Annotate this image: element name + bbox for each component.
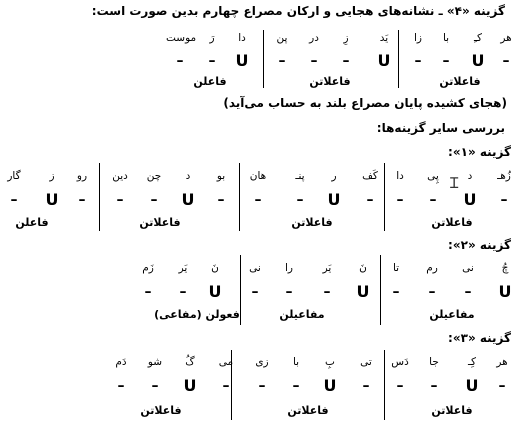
review-heading: بررسی سایر گزینه‌ها: [376, 121, 505, 135]
syllable: هر [500, 32, 512, 44]
syllable: رم [426, 262, 438, 274]
short-syllable-mark: U [181, 190, 195, 209]
foot-separator [240, 255, 241, 325]
long-syllable-mark: – [429, 192, 437, 208]
long-syllable-mark: – [310, 53, 318, 69]
foot-separator [231, 350, 232, 420]
short-syllable-mark: U [208, 282, 222, 301]
long-syllable-mark: – [254, 192, 262, 208]
long-syllable-mark: – [366, 192, 374, 208]
foot-separator [239, 163, 240, 231]
syllable: دَس [391, 356, 409, 368]
syllable: زا [414, 32, 422, 44]
long-syllable-mark: – [392, 284, 400, 300]
long-syllable-mark: – [278, 53, 286, 69]
syllable: موست [166, 32, 197, 44]
meter-foot-label: فاعلاتن [431, 404, 473, 417]
syllable: شو [147, 356, 163, 368]
foot-separator [99, 163, 100, 231]
short-syllable-mark: U [377, 51, 391, 70]
long-syllable-mark: – [78, 192, 86, 208]
syllable: یَر [322, 262, 332, 274]
syllable: کَف [362, 170, 378, 182]
syllable: نی [249, 262, 261, 274]
syllable: گار [7, 170, 21, 182]
short-syllable-mark: U [327, 190, 341, 209]
long-syllable-mark: – [179, 284, 187, 300]
syllable: جا [429, 356, 439, 368]
long-syllable-mark: – [117, 378, 125, 394]
syllable: ر [331, 170, 337, 182]
syllable: پنـ [295, 170, 305, 182]
short-syllable-mark: U [323, 376, 337, 395]
long-syllable-mark: – [10, 192, 18, 208]
long-syllable-mark: – [414, 53, 422, 69]
long-syllable-mark: – [500, 192, 508, 208]
long-syllable-mark: – [296, 192, 304, 208]
long-syllable-mark: – [396, 192, 404, 208]
long-syllable-mark: – [342, 53, 350, 69]
short-syllable-mark: U [471, 51, 485, 70]
foot-separator [380, 255, 381, 325]
long-syllable-mark: – [430, 378, 438, 394]
syllable: هان [249, 170, 267, 182]
syllable: تا [392, 262, 400, 274]
note: (هجای کشیده پایان مصراع بلند به حساب می‌آید) [223, 96, 507, 110]
syllable: پن [276, 32, 288, 44]
long-syllable-mark: – [362, 378, 370, 394]
syllable: در [309, 32, 319, 44]
long-syllable-mark: – [144, 284, 152, 300]
syllable: بِ [325, 356, 335, 368]
long-syllable-mark: – [323, 284, 331, 300]
text-cursor-icon: Ɪ [450, 174, 459, 192]
syllable: دَم [115, 356, 127, 368]
long-syllable-mark: – [151, 378, 159, 394]
long-syllable-mark: – [116, 192, 124, 208]
syllable: را [285, 262, 293, 274]
short-syllable-mark: U [45, 190, 59, 209]
row-label: گزینه «۱»: [448, 145, 511, 159]
long-syllable-mark: – [150, 192, 158, 208]
meter-foot-label: فاعلاتن [140, 404, 182, 417]
syllable: پِی [427, 170, 439, 182]
syllable: نَ [359, 262, 367, 274]
syllable: زُهـ [497, 170, 511, 182]
long-syllable-mark: – [208, 53, 216, 69]
syllable: تی [360, 356, 372, 368]
long-syllable-mark: – [222, 378, 230, 394]
syllable: رَ [209, 32, 215, 44]
long-syllable-mark: – [428, 284, 436, 300]
row-label: گزینه «۳»: [448, 331, 511, 345]
syllable: زِ [343, 32, 349, 44]
foot-separator [384, 350, 385, 420]
long-syllable-mark: – [285, 284, 293, 300]
foot-separator [398, 30, 399, 88]
syllable: دا [396, 170, 404, 182]
syllable: بو [216, 170, 226, 182]
syllable: یَد [379, 32, 389, 44]
meter-foot-label: فاعلاتن [287, 404, 329, 417]
meter-foot-label: فاعلن [193, 75, 227, 88]
syllable: گُ [185, 356, 195, 368]
long-syllable-mark: – [251, 284, 259, 300]
syllable: یَر [178, 262, 188, 274]
short-syllable-mark: U [498, 282, 512, 301]
syllable: با [292, 356, 300, 368]
syllable: می [218, 356, 234, 368]
syllable: هر [496, 356, 508, 368]
syllable: زَم [142, 262, 154, 274]
long-syllable-mark: – [442, 53, 450, 69]
syllable: نَ [211, 262, 219, 274]
syllable: دا [238, 32, 246, 44]
foot-separator [384, 163, 385, 231]
long-syllable-mark: – [176, 53, 184, 69]
meter-foot-label: مفاعیلن [279, 308, 325, 321]
long-syllable-mark: – [464, 284, 472, 300]
meter-foot-label: فاعلاتن [309, 75, 351, 88]
meter-foot-label: فاعلن [15, 216, 49, 229]
long-syllable-mark: – [292, 378, 300, 394]
syllable: رو [76, 170, 88, 182]
short-syllable-mark: U [235, 51, 249, 70]
row-label: گزینه «۲»: [448, 238, 511, 252]
long-syllable-mark: – [217, 192, 225, 208]
syllable: زی [255, 356, 269, 368]
short-syllable-mark: U [183, 376, 197, 395]
syllable: کِـ [467, 356, 477, 368]
foot-separator [263, 30, 264, 88]
long-syllable-mark: – [396, 378, 404, 394]
short-syllable-mark: U [463, 190, 477, 209]
short-syllable-mark: U [465, 376, 479, 395]
syllable: ز [49, 170, 55, 182]
meter-foot-label: فاعلاتن [139, 216, 181, 229]
syllable: دین [112, 170, 128, 182]
meter-foot-label: فاعلاتن [431, 216, 473, 229]
syllable: د [185, 170, 191, 182]
syllable: نی [462, 262, 474, 274]
syllable: چُ [501, 262, 509, 274]
syllable: چن [146, 170, 162, 182]
syllable: با [442, 32, 450, 44]
long-syllable-mark: – [502, 53, 510, 69]
meter-foot-label: مفاعیلن [429, 308, 475, 321]
meter-foot-label: فعولن (مفاعی) [154, 308, 240, 321]
meter-foot-label: فاعلاتن [291, 216, 333, 229]
syllable: کـِ [473, 32, 483, 44]
long-syllable-mark: – [258, 378, 266, 394]
short-syllable-mark: U [356, 282, 370, 301]
meter-foot-label: فاعلاتن [439, 75, 481, 88]
title: گزینه «۴» ـ نشانه‌های هجایی و ارکان مصراع چهارم بدین صورت است: [91, 4, 505, 18]
long-syllable-mark: – [498, 378, 506, 394]
syllable: د [467, 170, 473, 182]
